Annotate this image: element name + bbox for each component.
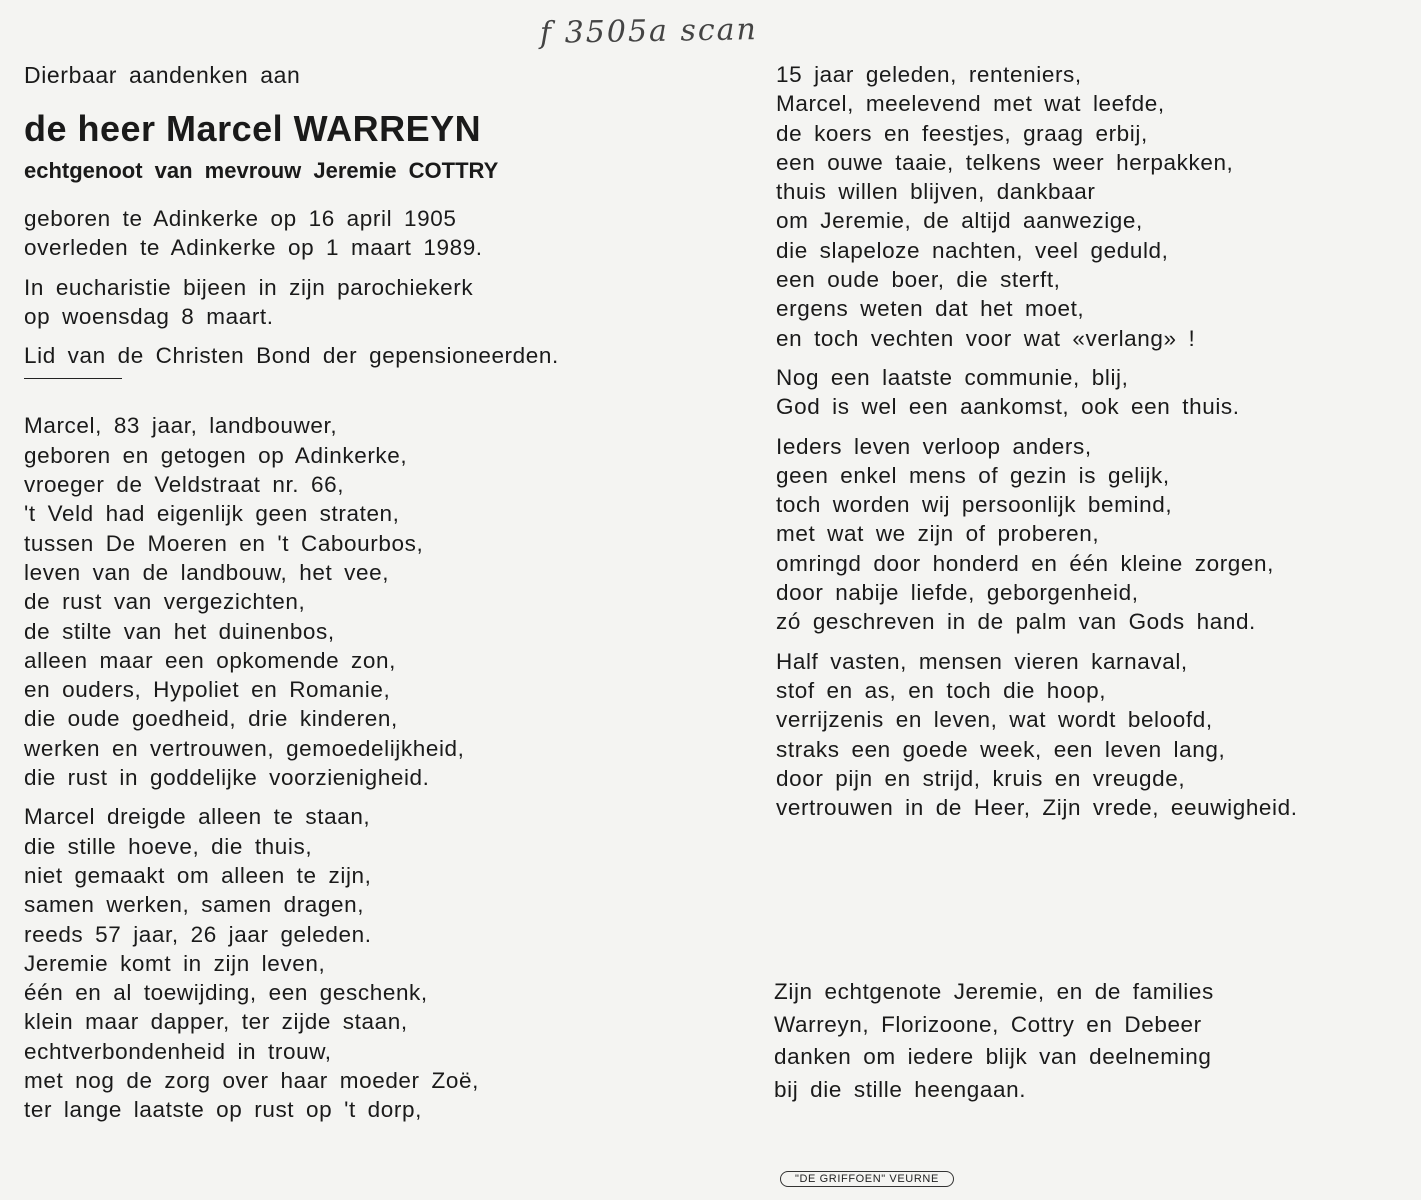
text-line: geen enkel mens of gezin is gelijk,	[776, 462, 1170, 488]
text-line: werken en vertrouwen, gemoedelijkheid,	[24, 735, 465, 761]
text-line: de rust van vergezichten,	[24, 589, 306, 615]
text-line: verrijzenis en leven, wat wordt beloofd,	[776, 707, 1213, 733]
text-line: geboren en getogen op Adinkerke,	[24, 442, 408, 468]
text-line: toch worden wij persoonlijk bemind,	[776, 492, 1173, 518]
text-line: omringd door honderd en één kleine zorgen,	[776, 550, 1275, 576]
text-line: en toch vechten voor wat «verlang» !	[776, 325, 1196, 351]
text-line: Warreyn, Florizoone, Cottry en Debeer	[774, 1011, 1202, 1037]
text-line: ergens weten dat het moet,	[776, 296, 1085, 322]
text-line: zó geschreven in de palm van Gods hand.	[776, 609, 1256, 635]
text-line: ter lange laatste op rust op 't dorp,	[24, 1097, 422, 1123]
text-line: stof en as, en toch die hoop,	[776, 677, 1107, 703]
text-line: Jeremie komt in zijn leven,	[24, 950, 326, 976]
text-line: die stille hoeve, die thuis,	[24, 833, 313, 859]
text-line: geboren te Adinkerke op 16 april 1905	[24, 206, 457, 231]
text-line: Nog een laatste communie, blij,	[776, 364, 1129, 390]
text-line: die oude goedheid, drie kinderen,	[24, 706, 398, 732]
text-line: die rust in goddelijke voorzienigheid.	[24, 765, 430, 791]
poem-stanza-5	[776, 432, 1406, 637]
service-block	[24, 273, 664, 332]
intro-line: Dierbaar aandenken aan	[24, 62, 301, 88]
text-line: In eucharistie bijeen in zijn parochiekerk	[24, 274, 474, 300]
text-line: op woensdag 8 maart.	[24, 303, 274, 329]
text-line: Marcel, meelevend met wat leefde,	[776, 91, 1165, 117]
text-line: niet gemaakt om alleen te zijn,	[24, 862, 372, 888]
text-line: Lid van de Christen Bond der gepensioneerden.	[24, 343, 559, 369]
text-line: met nog de zorg over haar moeder Zoë,	[24, 1068, 479, 1094]
poem-stanza-1	[24, 411, 664, 792]
poem-stanza-2	[24, 802, 664, 1124]
poem-stanza-4	[776, 363, 1406, 422]
text-line: God is wel een aankomst, ook een thuis.	[776, 394, 1240, 420]
text-line: die slapeloze nachten, veel geduld,	[776, 237, 1169, 263]
text-line: reeds 57 jaar, 26 jaar geleden.	[24, 921, 372, 947]
text-line: vertrouwen in de Heer, Zijn vrede, eeuwigheid.	[776, 795, 1298, 821]
text-line: bij die stille heengaan.	[774, 1076, 1027, 1102]
text-line: vroeger de Veldstraat nr. 66,	[24, 472, 345, 498]
handwritten-note: f 3505a scan	[539, 12, 759, 51]
text-line: alleen maar een opkomende zon,	[24, 647, 396, 673]
text-line: echtverbondenheid in trouw,	[24, 1038, 332, 1064]
spouse-line: echtgenoot van mevrouw Jeremie COTTRY	[24, 158, 499, 183]
text-line: overleden te Adinkerke op 1 maart 1989.	[24, 235, 483, 261]
text-line: thuis willen blijven, dankbaar	[776, 179, 1096, 205]
text-line: de stilte van het duinenbos,	[24, 618, 335, 644]
thanks-block	[774, 976, 1394, 1106]
text-line: Marcel, 83 jaar, landbouwer,	[24, 413, 338, 439]
text-line: Half vasten, mensen vieren karnaval,	[776, 648, 1188, 674]
text-line: Zijn echtgenote Jeremie, en de families	[774, 979, 1214, 1004]
text-line: door pijn en strijd, kruis en vreugde,	[776, 765, 1186, 791]
text-line: danken om iedere blijk van deelneming	[774, 1044, 1212, 1069]
left-column	[24, 60, 664, 1135]
text-line: 't Veld had eigenlijk geen straten,	[24, 501, 400, 527]
deceased-name: de heer Marcel WARREYN	[24, 108, 482, 149]
text-line: één en al toewijding, een geschenk,	[24, 980, 428, 1006]
text-line: de koers en feestjes, graag erbij,	[776, 120, 1148, 146]
text-line: om Jeremie, de altijd aanwezige,	[776, 208, 1143, 234]
text-line: klein maar dapper, ter zijde staan,	[24, 1009, 408, 1035]
text-line: straks een goede week, een leven lang,	[776, 736, 1226, 762]
poem-stanza-3	[776, 60, 1406, 353]
text-line: leven van de landbouw, het vee,	[24, 559, 390, 585]
text-line: en ouders, Hypoliet en Romanie,	[24, 677, 391, 703]
divider-rule	[24, 378, 122, 379]
text-line: samen werken, samen dragen,	[24, 892, 365, 918]
poem-stanza-6	[776, 647, 1406, 823]
text-line: een ouwe taaie, telkens weer herpakken,	[776, 149, 1234, 175]
printer-mark: "DE GRIFFOEN" VEURNE	[780, 1171, 954, 1187]
membership-block	[24, 341, 664, 370]
text-line: met wat we zijn of proberen,	[776, 521, 1100, 547]
birth-death-block	[24, 204, 664, 263]
text-line: een oude boer, die sterft,	[776, 267, 1061, 293]
text-line: door nabije liefde, geborgenheid,	[776, 580, 1139, 606]
text-line: Ieders leven verloop anders,	[776, 433, 1092, 459]
text-line: tussen De Moeren en 't Cabourbos,	[24, 530, 424, 556]
right-column	[776, 60, 1406, 832]
text-line: Marcel dreigde alleen te staan,	[24, 804, 371, 830]
text-line: 15 jaar geleden, renteniers,	[776, 62, 1082, 87]
